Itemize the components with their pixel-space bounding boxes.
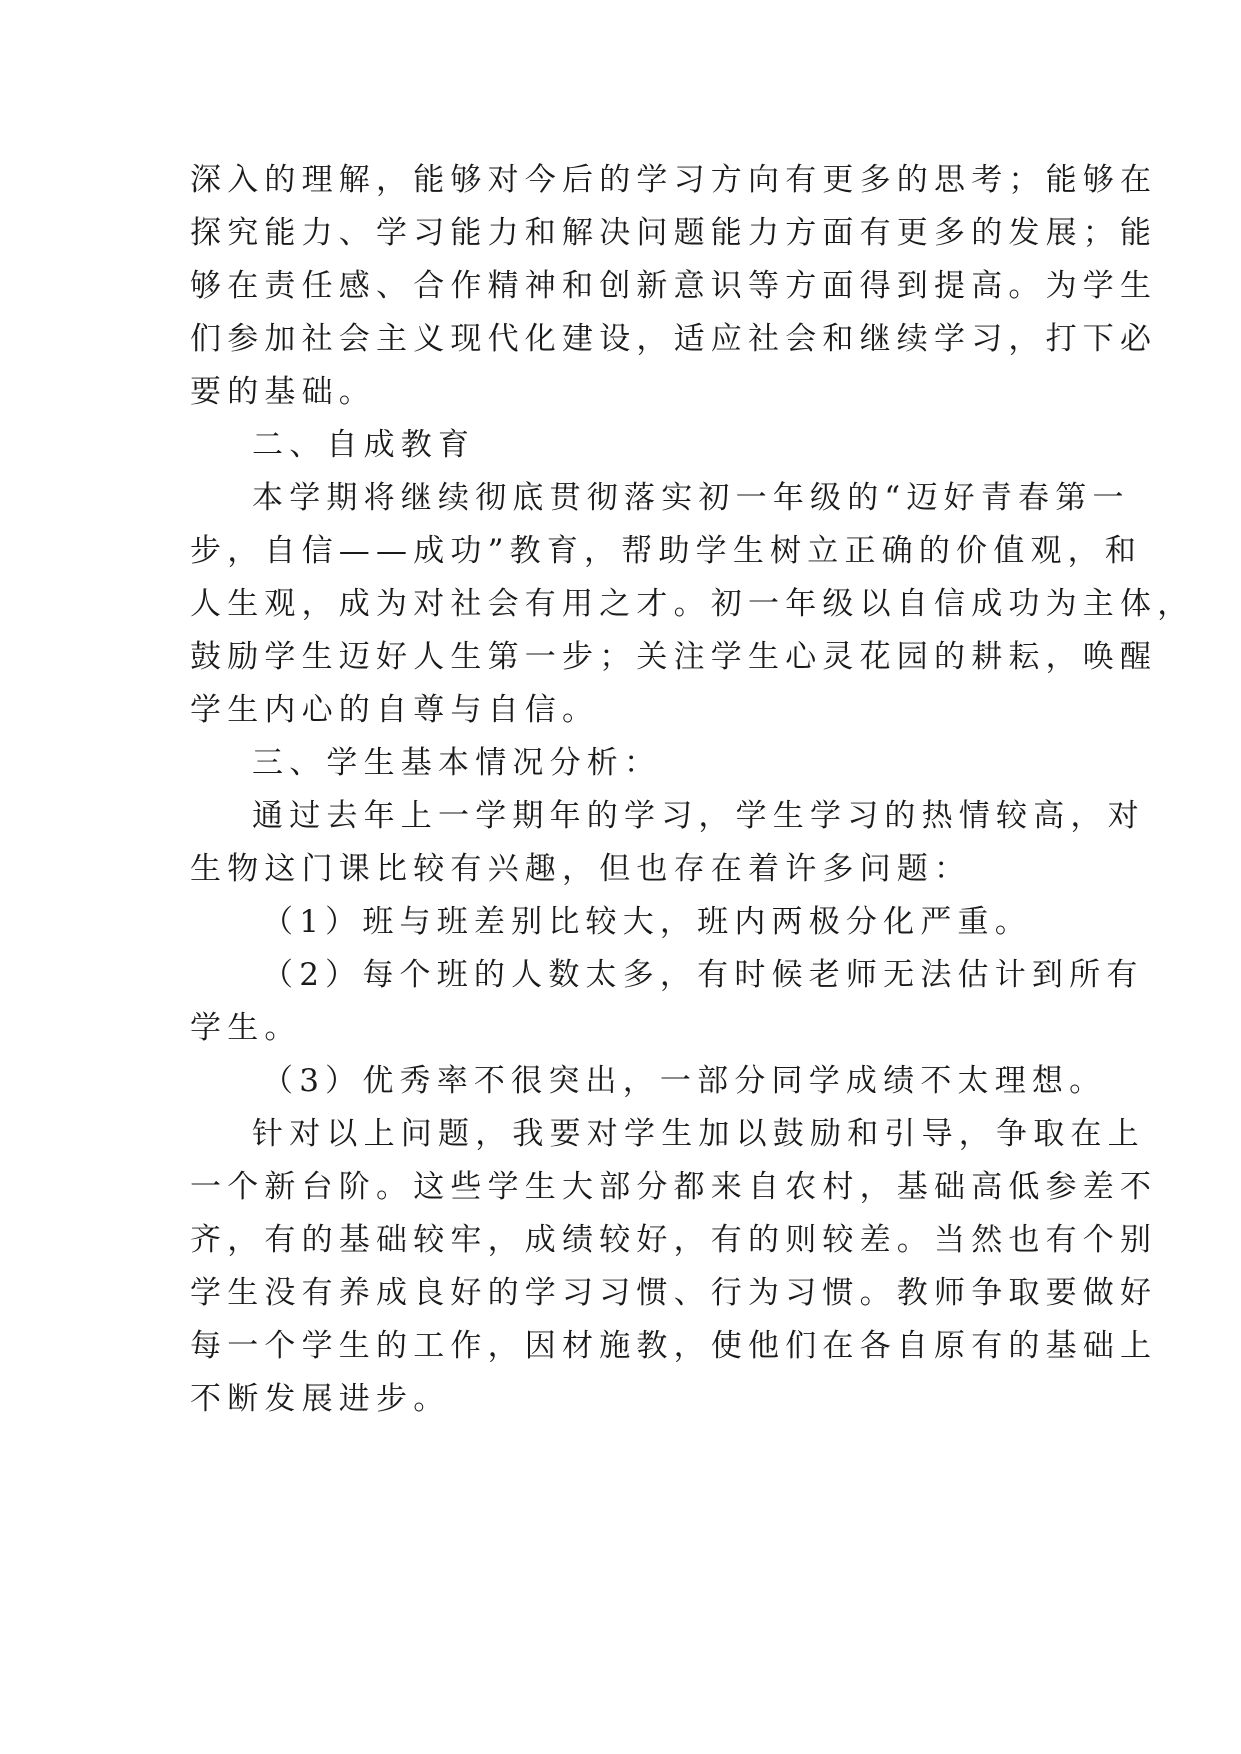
paragraph-1-line-4: 们参加社会主义现代化建设，适应社会和继续学习，打下必 [190,321,1158,357]
paragraph-4-line-1: 针对以上问题，我要对学生加以鼓励和引导，争取在上 [252,1116,1145,1152]
list-item-3: （3）优秀率不很突出，一部分同学成绩不太理想。 [262,1063,1107,1099]
section-heading-2: 二、自成教育 [252,427,476,463]
paragraph-4-line-6: 不断发展进步。 [190,1381,451,1417]
paragraph-2-line-2: 步，自信——成功”教育，帮助学生树立正确的价值观，和 [190,533,1143,569]
section-heading-3: 三、学生基本情况分析： [252,745,662,781]
paragraph-2-line-5: 学生内心的自尊与自信。 [190,692,600,728]
list-item-2-line-2: 学生。 [190,1010,302,1046]
list-item-2-line-1: （2）每个班的人数太多，有时候老师无法估计到所有 [262,957,1144,993]
paragraph-4-line-3: 齐，有的基础较牢，成绩较好，有的则较差。当然也有个别 [190,1222,1158,1258]
paragraph-2-line-4: 鼓励学生迈好人生第一步；关注学生心灵花园的耕耘，唤醒 [190,639,1158,675]
paragraph-2-line-1: 本学期将继续彻底贯彻落实初一年级的“迈好青春第一 [252,480,1130,516]
paragraph-1-line-5: 要的基础。 [190,374,376,410]
paragraph-1-line-1: 深入的理解，能够对今后的学习方向有更多的思考；能够在 [190,162,1158,198]
paragraph-4-line-2: 一个新台阶。这些学生大部分都来自农村，基础高低参差不 [190,1169,1158,1205]
paragraph-2-line-3: 人生观，成为对社会有用之才。初一年级以自信成功为主体， [190,586,1195,622]
paragraph-1-line-2: 探究能力、学习能力和解决问题能力方面有更多的发展；能 [190,215,1158,251]
paragraph-4-line-4: 学生没有养成良好的学习习惯、行为习惯。教师争取要做好 [190,1275,1158,1311]
paragraph-3-line-2: 生物这门课比较有兴趣，但也存在着许多问题： [190,851,972,887]
list-item-1: （1）班与班差别比较大，班内两极分化严重。 [262,904,1032,940]
paragraph-4-line-5: 每一个学生的工作，因材施教，使他们在各自原有的基础上 [190,1328,1158,1364]
paragraph-3-line-1: 通过去年上一学期年的学习，学生学习的热情较高，对 [252,798,1145,834]
paragraph-1-line-3: 够在责任感、合作精神和创新意识等方面得到提高。为学生 [190,268,1158,304]
